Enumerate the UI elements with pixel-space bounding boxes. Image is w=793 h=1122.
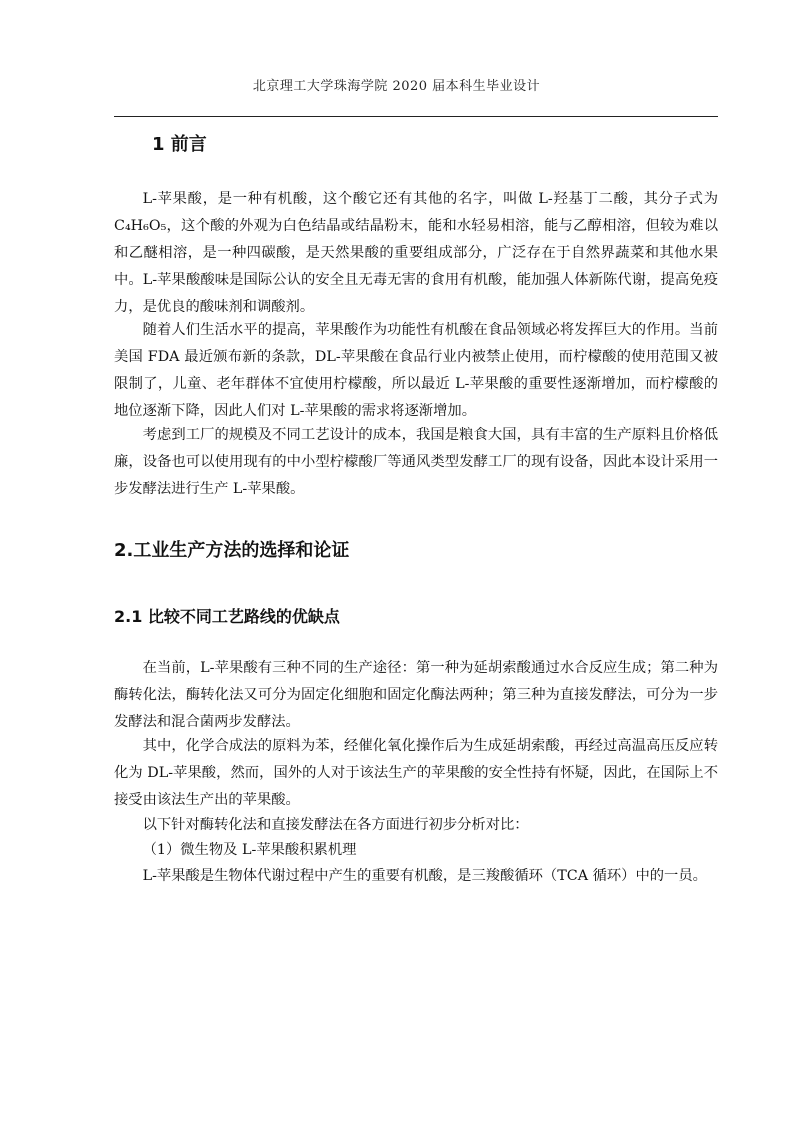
section-1-title: 1 前言: [152, 134, 207, 155]
paragraph-subheading: （1）微生物及 L-苹果酸积累机理: [142, 842, 357, 858]
paragraph-routes-1: 在当前，L-苹果酸有三种不同的生产途径：第一种为延胡索酸通过水合反应生成；第二种为酶转化法，酶转化法又可分为固定化细胞和固定化酶法两种；第三种为直接发酵法，可分为一步发酵法和混合菌两步发酵法。: [114, 660, 718, 730]
paragraph-intro-1: L-苹果酸，是一种有机酸，这个酸它还有其他的名字，叫做 L-羟基丁二酸，其分子式为 C₄H₆O₅，这个酸的外观为白色结晶或结晶粉末，能和水轻易相溶，能与乙醇相溶，但较为难以和乙醚相溶，是一种四碳酸，是天然果酸的重要组成部分，广泛存在于自然界蔬菜和其他水果中。L-苹果酸酸味是国际公认的安全且无毒无害的食用有机酸，能加强人体新陈代谢，提高免疫力，是优良的酸味剂和调酸剂。: [114, 191, 718, 315]
paragraph-intro-2: 随着人们生活水平的提高，苹果酸作为功能性有机酸在食品领域必将发挥巨大的作用。当前美国 FDA 最近颁布新的条款，DL-苹果酸在食品行业内被禁止使用，而柠檬酸的使用范围又被限制了，儿童、老年群体不宜使用柠檬酸，所以最近 L-苹果酸的重要性逐渐增加，而柠檬酸的地位逐渐下降，因此人们对 L-苹果酸的需求将逐渐增加。: [114, 322, 718, 419]
section-2-title: 2.工业生产方法的选择和论证: [114, 540, 350, 561]
paragraph-routes-2: 其中，化学合成法的原料为苯，经催化氧化操作后为生成延胡索酸，再经过高温高压反应转化为 DL-苹果酸，然而，国外的人对于该法生产的苹果酸的安全性持有怀疑，因此，在国际上不接受由该法生产出的苹果酸。: [114, 738, 718, 808]
paragraph-routes-3: 以下针对酶转化法和直接发酵法在各方面进行初步分析对比：: [142, 817, 529, 833]
section-2-1-title: 2.1 比较不同工艺路线的优缺点: [114, 607, 340, 626]
paragraph-intro-3: 考虑到工厂的规模及不同工艺设计的成本，我国是粮食大国，具有丰富的生产原料且价格低廉，设备也可以使用现有的中小型柠檬酸厂等通风类型发酵工厂的现有设备，因此本设计采用一步发酵法进行生产 L-苹果酸。: [114, 427, 718, 497]
header-divider: [114, 116, 718, 117]
page-header: 北京理工大学珠海学院 2020 届本科生毕业设计: [252, 79, 541, 94]
paragraph-routes-4: L-苹果酸是生物体代谢过程中产生的重要有机酸，是三羧酸循环（TCA 循环）中的一员。: [142, 868, 707, 884]
